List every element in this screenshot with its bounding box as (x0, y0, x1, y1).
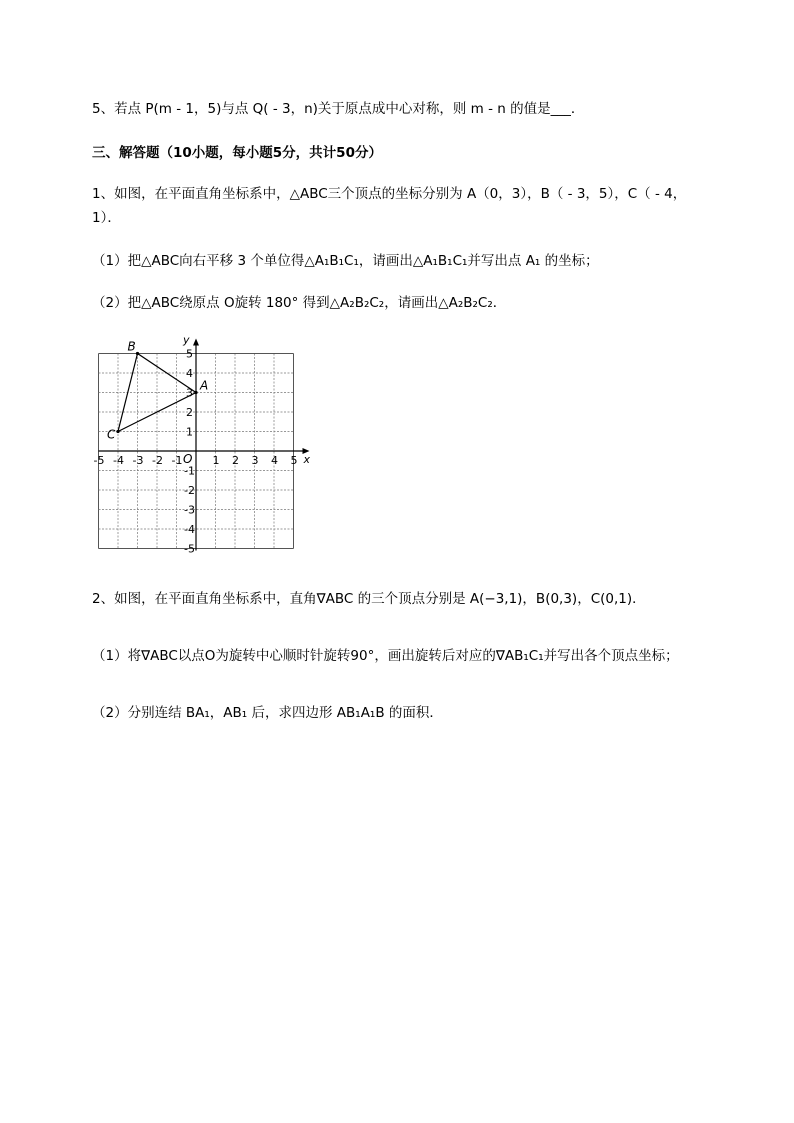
problem2-part2: （2）分别连结 BA₁，AB₁ 后，求四边形 AB₁A₁B 的面积． (92, 705, 443, 721)
y-tick-label: -5 (184, 542, 195, 556)
y-tick-label: 5 (186, 347, 193, 361)
problem1-part1: （1）把△ABC向右平移 3 个单位得△A₁B₁C₁，请画出△A₁B₁C₁并写出点 A₁ 的坐标； (92, 253, 599, 269)
axes (99, 339, 310, 551)
vertex-c (116, 430, 119, 433)
y-tick-label: 4 (186, 367, 193, 380)
coordinate-figure (88, 336, 318, 558)
section-title: 三、解答题（10小题，每小题5分，共计50分） (92, 145, 382, 161)
x-tick-label: 4 (271, 454, 278, 467)
vertex-a (194, 391, 197, 394)
y-tick-label: 3 (186, 386, 193, 400)
x-tick-label: 5 (290, 454, 298, 467)
y-tick-label: -3 (184, 503, 195, 517)
y-axis-label: y (183, 336, 190, 347)
vertex-label-b: B (127, 339, 136, 354)
origin-label: O (183, 452, 193, 466)
y-axis-arrow (193, 339, 199, 346)
q5-text: 5、若点 P(m - 1，5)与点 Q( - 3，n)关于原点成中心对称，则 m - n 的值是___． (92, 101, 585, 117)
problem1-stem-line2: 1）． (92, 210, 121, 226)
y-tick-label: -2 (184, 484, 195, 497)
problem2-part1: （1）将∇ABC以点O为旋转中心顺时针旋转90°，画出旋转后对应的∇AB₁C₁并写出各个顶点坐标； (92, 648, 679, 664)
tick-labels (94, 336, 311, 556)
x-tick-label: 3 (251, 454, 259, 467)
problem1-stem-line1: 1、如图，在平面直角坐标系中，△ABC三个顶点的坐标分别为 A（0，3），B（ - 3，5），C（ - 4， (92, 186, 687, 202)
triangle-abc (107, 340, 208, 442)
x-tick-label: -1 (171, 454, 183, 467)
x-tick-label: -2 (152, 454, 163, 467)
x-tick-label: 1 (212, 454, 220, 467)
vertex-b (136, 352, 139, 355)
y-tick-label: 2 (186, 406, 193, 419)
vertex-label-c: C (107, 427, 116, 442)
x-axis-label: x (303, 453, 311, 466)
problem1-part2: （2）把△ABC绕原点 O旋转 180° 得到△A₂B₂C₂，请画出△A₂B₂C₂． (92, 295, 507, 311)
y-tick-label: 1 (186, 425, 193, 439)
x-tick-label: -4 (113, 454, 124, 467)
y-tick-label: -1 (184, 464, 195, 478)
x-tick-label: -5 (93, 454, 105, 467)
problem2-stem: 2、如图，在平面直角坐标系中，直角∇ABC 的三个顶点分别是 A(−3,1)，B(0,3)，C(0,1)． (92, 591, 646, 607)
y-tick-label: -4 (184, 523, 195, 536)
x-tick-label: 2 (232, 454, 239, 467)
x-tick-label: -3 (132, 454, 144, 467)
vertex-label-a: A (200, 378, 209, 393)
